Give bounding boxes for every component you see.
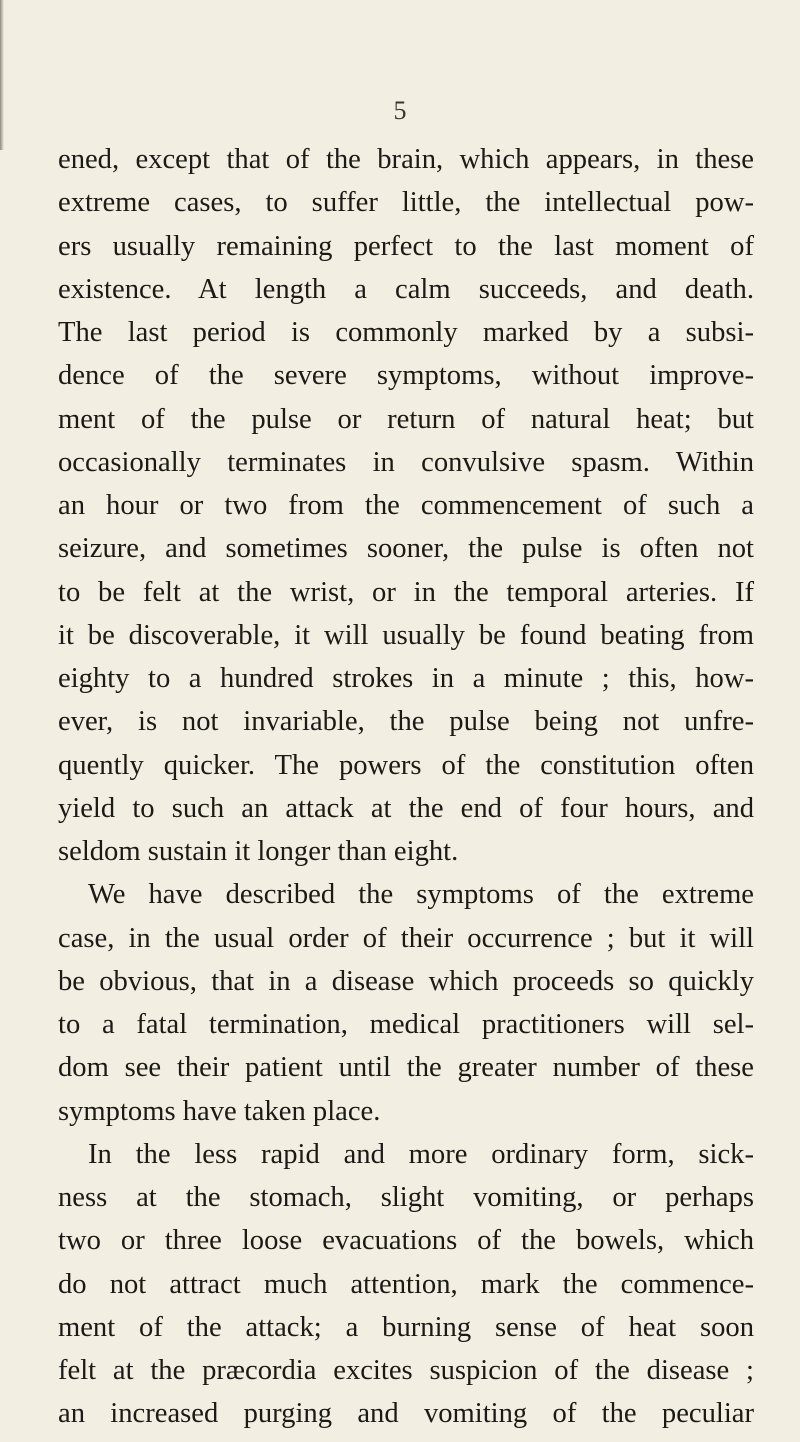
text-line: quently quicker. The powers of the constitution often [58, 749, 754, 781]
paragraph-first-line: In the less rapid and more ordinary form, sick- [88, 1138, 754, 1170]
text-line: ment of the pulse or return of natural heat; but [58, 403, 754, 435]
text-line: existence. At length a calm succeeds, and death. [58, 273, 754, 305]
text-line: dence of the severe symptoms, without improve- [58, 360, 754, 392]
text-line: yield to such an attack at the end of four hours, and [58, 792, 754, 824]
text-line: be obvious, that in a disease which proceeds so quickly [58, 965, 754, 997]
text-line: two or three loose evacuations of the bowels, which [58, 1225, 754, 1257]
scan-edge-shadow [0, 0, 4, 150]
text-line: symptoms have taken place. [58, 1095, 381, 1127]
text-line: ever, is not invariable, the pulse being not unfre- [58, 706, 754, 738]
paragraph-first-line: We have described the symptoms of the extreme [88, 879, 754, 911]
text-line: do not attract much attention, mark the commence- [58, 1268, 754, 1300]
text-line: seldom sustain it longer than eight. [58, 836, 459, 867]
text-line: an increased purging and vomiting of the peculiar [58, 1398, 754, 1430]
text-line: occasionally terminates in convulsive spasm. Within [58, 446, 754, 478]
text-line: to a fatal termination, medical practitioners will sel- [58, 1009, 754, 1040]
text-line: ment of the attack; a burning sense of heat soon [58, 1311, 754, 1343]
text-line: case, in the usual order of their occurrence ; but it will [58, 922, 754, 954]
text-line: dom see their patient until the greater number of these [58, 1052, 754, 1084]
text-line: ers usually remaining perfect to the last moment of [58, 230, 754, 262]
page-number: 5 [393, 96, 407, 125]
text-line: ness at the stomach, slight vomiting, or perhaps [58, 1182, 754, 1213]
text-line: an hour or two from the commencement of such a [58, 490, 754, 521]
text-line: ened, except that of the brain, which appears, in these [58, 144, 754, 175]
text-line: seizure, and sometimes sooner, the pulse is often not [58, 533, 754, 565]
text-line: eighty to a hundred strokes in a minute ; this, how- [58, 663, 754, 694]
body-text [58, 138, 754, 1436]
text-line: to be felt at the wrist, or in the temporal arteries. If [58, 576, 754, 608]
text-line: felt at the præcordia excites suspicion of the disease ; [58, 1355, 754, 1386]
text-line: The last period is commonly marked by a subsi- [58, 317, 754, 348]
text-line: it be discoverable, it will usually be found beating from [58, 619, 754, 651]
text-line: extreme cases, to suffer little, the intellectual pow- [58, 187, 754, 219]
